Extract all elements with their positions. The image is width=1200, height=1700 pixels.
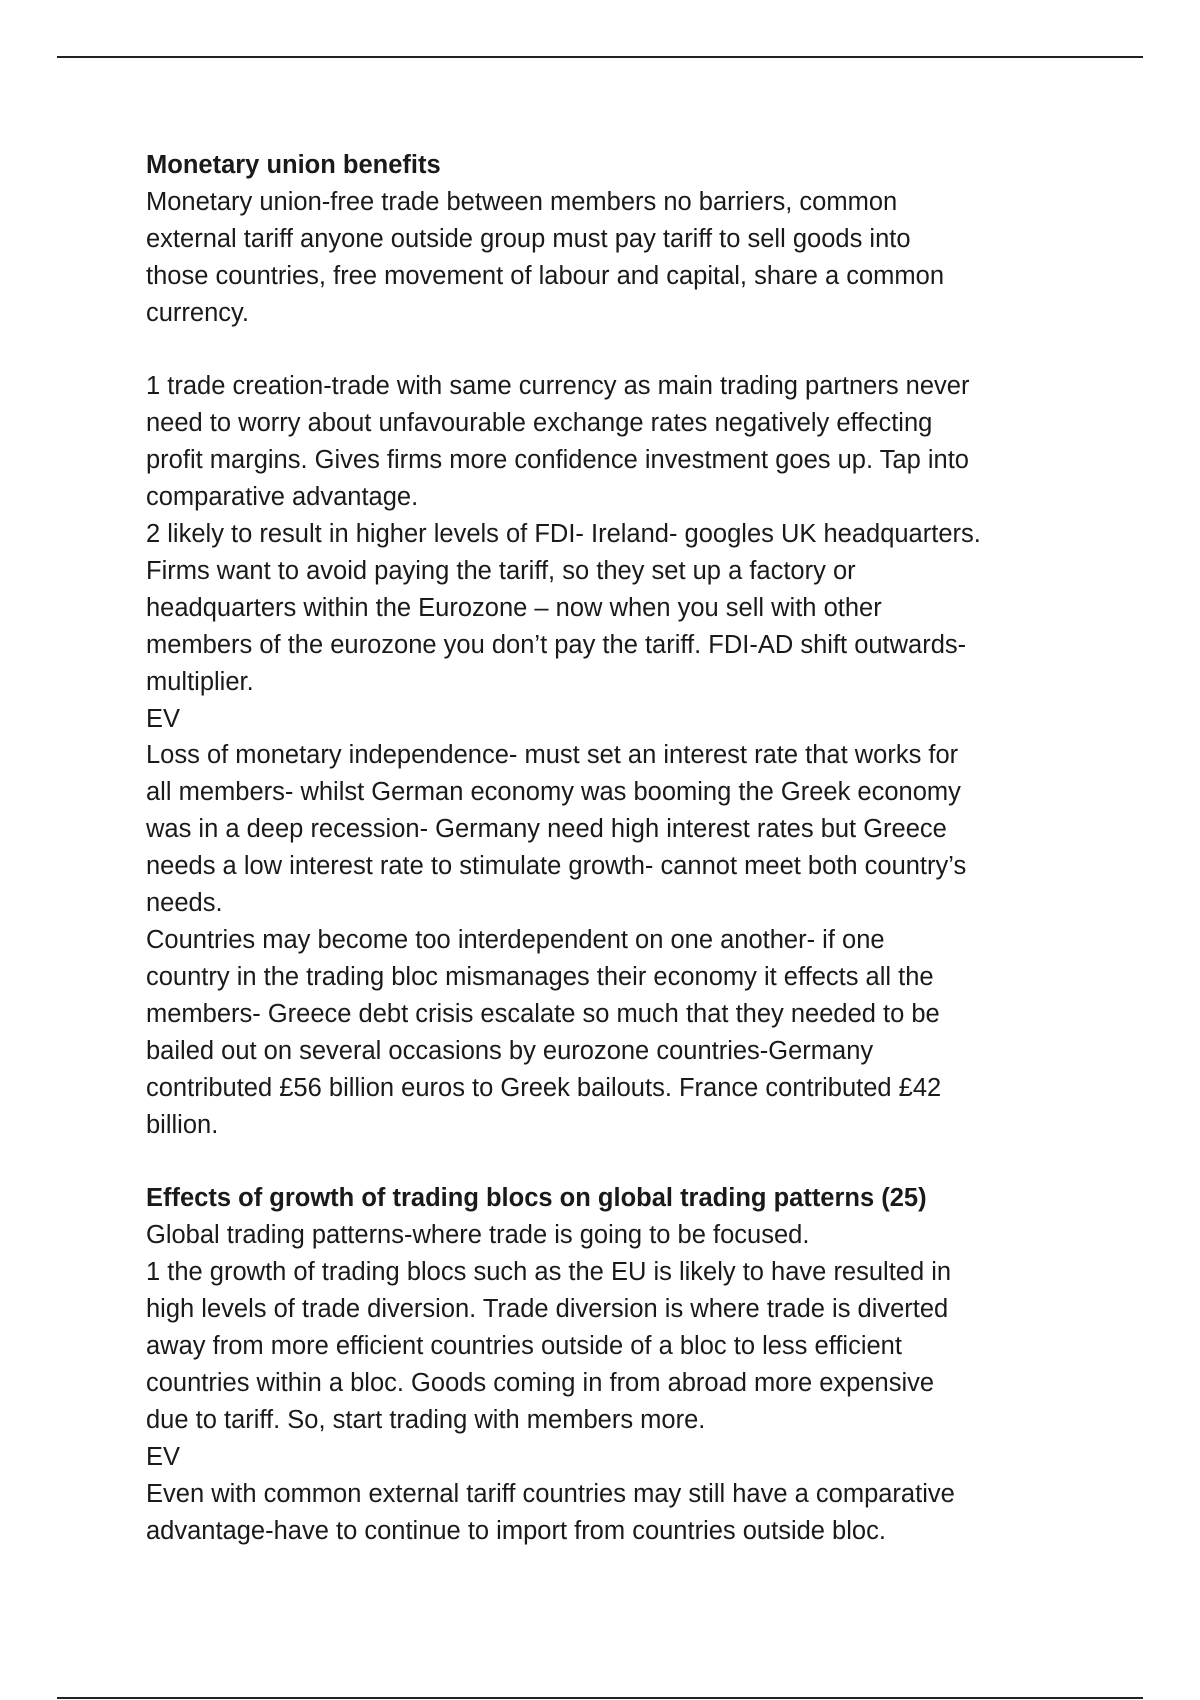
text-line: was in a deep recession- Germany need high interest rates but Greece (146, 815, 947, 844)
section-paragraph (146, 1217, 1076, 1549)
text-line: needs. (146, 889, 223, 918)
section-paragraph (146, 184, 1076, 332)
text-line: multiplier. (146, 667, 254, 696)
section-heading: Monetary union benefits (146, 151, 441, 179)
text-line: Loss of monetary independence- must set an interest rate that works for (146, 741, 959, 770)
text-line: members of the eurozone you don’t pay the tariff. FDI-AD shift outwards- (146, 630, 967, 659)
text-line: countries within a bloc. Goods coming in from abroad more expensive (146, 1368, 935, 1397)
text-line: Firms want to avoid paying the tariff, so they set up a factory or (146, 556, 856, 585)
text-line: 1 the growth of trading blocs such as the EU is likely to have resulted in (146, 1258, 952, 1287)
text-line: Even with common external tariff countries may still have a comparative (146, 1479, 955, 1508)
text-line: EV (146, 1442, 181, 1471)
text-line: due to tariff. So, start trading with members more. (146, 1405, 706, 1434)
text-line: billion. (146, 1110, 219, 1139)
text-line: contributed £56 billion euros to Greek bailouts. France contributed £42 (146, 1073, 942, 1102)
blank-line (146, 1143, 1076, 1180)
section-heading: Effects of growth of trading blocs on global trading patterns (25) (146, 1184, 927, 1213)
text-line: external tariff anyone outside group must pay tariff to sell goods into (146, 224, 911, 253)
text-line: headquarters within the Eurozone – now when you sell with other (146, 593, 882, 622)
text-line: Global trading patterns-where trade is going to be focused. (146, 1221, 810, 1250)
text-line: country in the trading bloc mismanages their economy it effects all the (146, 962, 934, 991)
text-line: comparative advantage. (146, 483, 419, 512)
top-rule (57, 56, 1143, 58)
text-line: currency. (146, 298, 249, 327)
text-line: need to worry about unfavourable exchange rates negatively effecting (146, 409, 933, 438)
document-body (146, 147, 1076, 1549)
bottom-rule (57, 1697, 1143, 1699)
text-line: all members- whilst German economy was booming the Greek economy (146, 778, 961, 807)
text-line: those countries, free movement of labour and capital, share a common (146, 261, 945, 290)
text-line: profit margins. Gives firms more confidence investment goes up. Tap into (146, 446, 969, 475)
text-line: bailed out on several occasions by eurozone countries-Germany (146, 1036, 874, 1065)
text-line: high levels of trade diversion. Trade diversion is where trade is diverted (146, 1295, 949, 1324)
text-line: 2 likely to result in higher levels of FDI- Ireland- googles UK headquarters. (146, 520, 981, 549)
section-paragraph (146, 368, 1076, 1143)
text-line: Countries may become too interdependent on one another- if one (146, 926, 885, 955)
text-line: advantage-have to continue to import from countries outside bloc. (146, 1516, 886, 1545)
text-line: 1 trade creation-trade with same currency as main trading partners never (146, 372, 970, 401)
text-line: Monetary union-free trade between members no barriers, common (146, 187, 898, 216)
text-line: members- Greece debt crisis escalate so much that they needed to be (146, 999, 940, 1028)
text-line: away from more efficient countries outside of a bloc to less efficient (146, 1331, 902, 1360)
text-line: EV (146, 704, 181, 733)
blank-line (146, 332, 1076, 369)
text-line: needs a low interest rate to stimulate growth- cannot meet both country’s (146, 852, 967, 881)
